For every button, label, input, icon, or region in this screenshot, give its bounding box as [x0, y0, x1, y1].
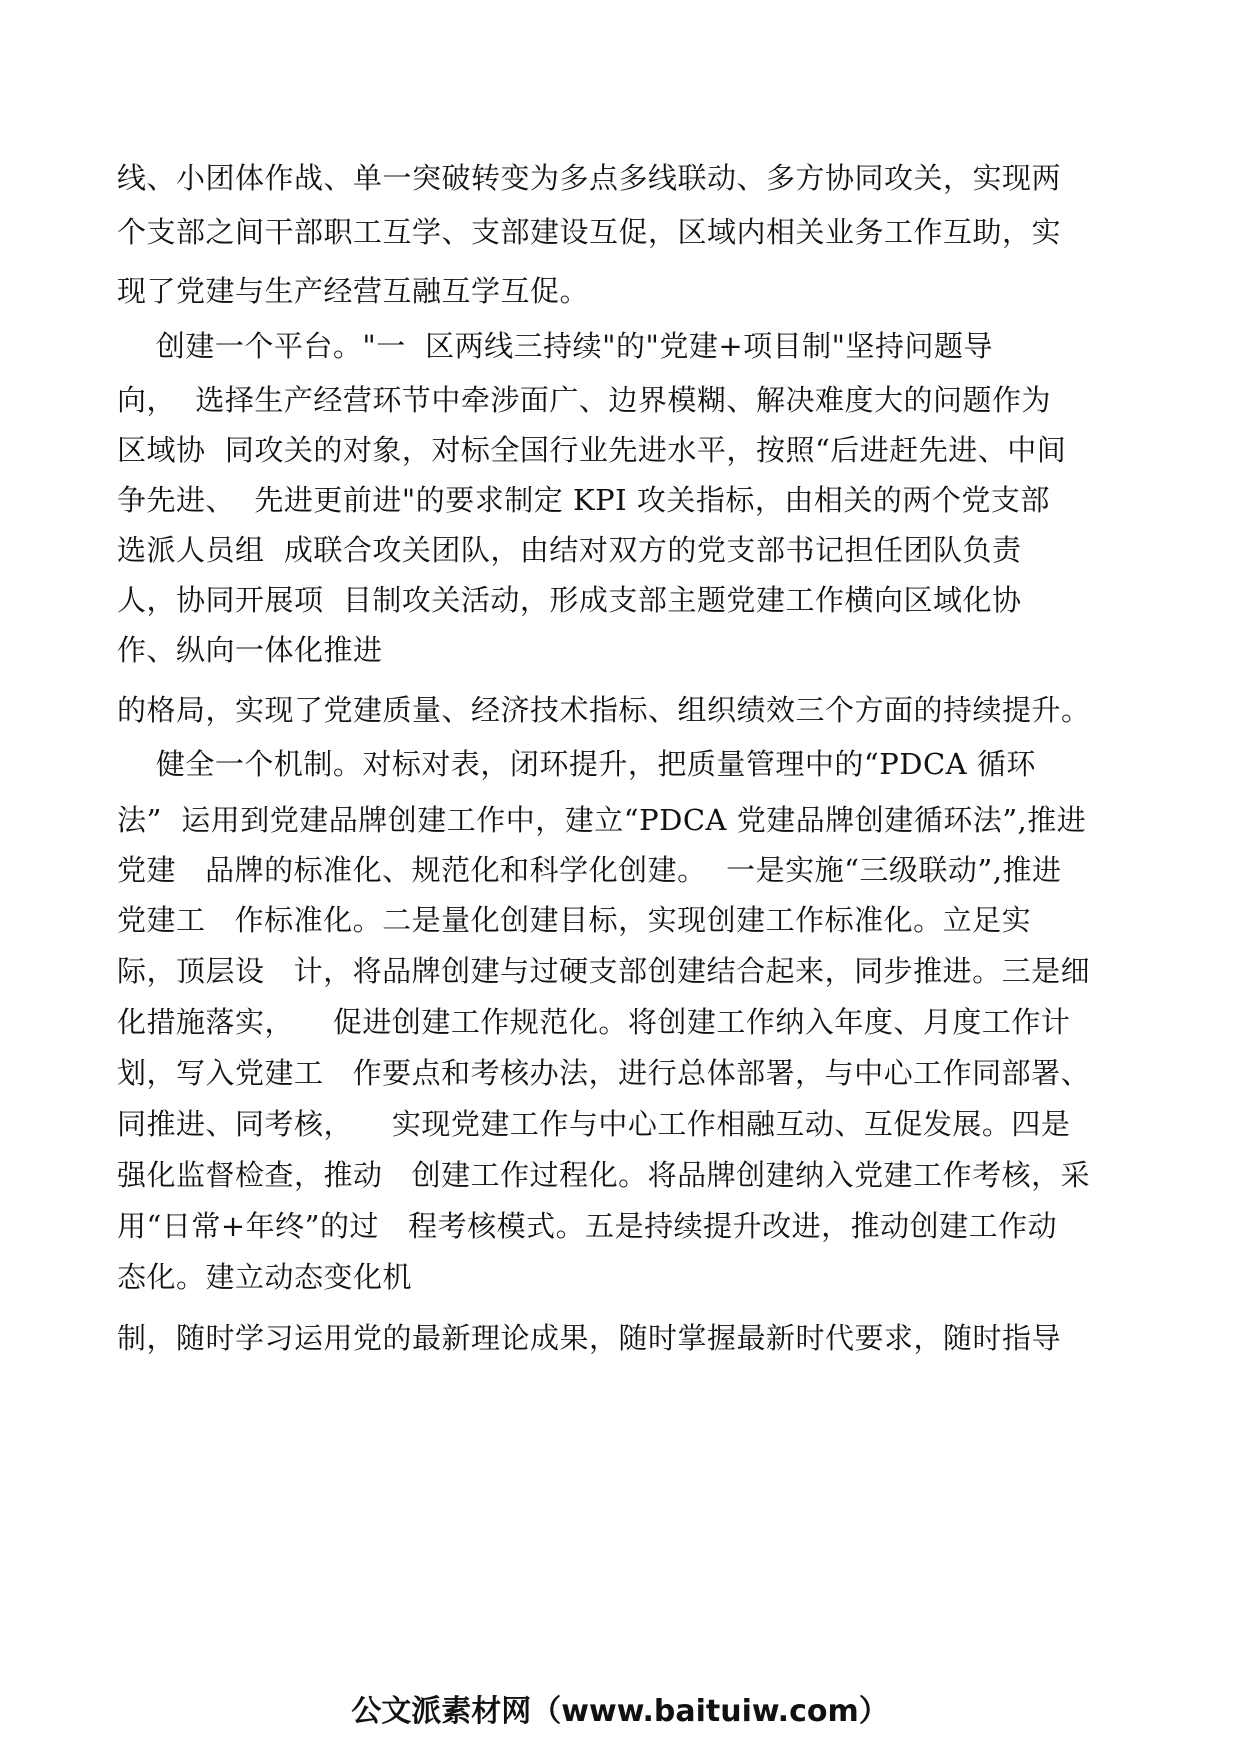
body-line: 党建工 作标准化。二是量化创建目标，实现创建工作标准化。立足实	[117, 903, 1032, 937]
body-line: 制，随时学习运用党的最新理论成果，随时掌握最新时代要求，随时指导	[117, 1321, 1062, 1355]
body-line: 个支部之间干部职工互学、支部建设互促，区域内相关业务工作互助，实	[117, 215, 1062, 249]
body-line: 划，写入党建工 作要点和考核办法，进行总体部署，与中心工作同部署、	[117, 1056, 1091, 1090]
body-line: 同推进、同考核， 实现党建工作与中心工作相融互动、互促发展。四是	[117, 1107, 1071, 1141]
paragraph-start-line: 健全一个机制。对标对表，闭环提升，把质量管理中的“PDCA 循环	[117, 747, 1036, 781]
body-line: 党建 品牌的标准化、规范化和科学化创建。 一是实施“三级联动”,推进	[117, 853, 1062, 887]
body-line: 强化监督检查，推动 创建工作过程化。将品牌创建纳入党建工作考核，采	[117, 1158, 1091, 1192]
body-line: 态化。建立动态变化机	[117, 1260, 413, 1294]
body-line: 现了党建与生产经营互融互学互促。	[117, 274, 590, 308]
body-line: 用“日常+年终”的过 程考核模式。五是持续提升改进，推动创建工作动	[117, 1209, 1058, 1243]
body-line: 化措施落实， 促进创建工作规范化。将创建工作纳入年度、月度工作计	[117, 1005, 1071, 1039]
paragraph-start-line: 创建一个平台。"一 区两线三持续"的"党建+项目制"坚持问题导	[117, 329, 993, 363]
body-line: 人，协同开展项 目制攻关活动，形成支部主题党建工作横向区域化协	[117, 583, 1022, 617]
body-line: 线、小团体作战、单一突破转变为多点多线联动、多方协同攻关，实现两	[117, 161, 1062, 195]
body-line: 作、纵向一体化推进	[117, 633, 383, 667]
footer-watermark-text: 公文派素材网（www.baituiw.com）	[351, 1694, 889, 1729]
body-line: 选派人员组 成联合攻关团队，由结对双方的党支部书记担任团队负责	[117, 533, 1022, 567]
body-line: 区域协 同攻关的对象，对标全国行业先进水平，按照“后进赶先进、中间	[117, 433, 1067, 467]
body-line: 的格局，实现了党建质量、经济技术指标、组织绩效三个方面的持续提升。	[117, 693, 1091, 727]
body-line: 际，顶层设 计，将品牌创建与过硬支部创建结合起来，同步推进。三是细	[117, 954, 1091, 988]
body-line: 争先进、 先进更前进"的要求制定 KPI 攻关指标，由相关的两个党支部	[117, 483, 1050, 517]
body-line: 法” 运用到党建品牌创建工作中，建立“PDCA 党建品牌创建循环法”,推进	[117, 803, 1087, 837]
body-line: 向， 选择生产经营环节中牵涉面广、边界模糊、解决难度大的问题作为	[117, 383, 1051, 417]
